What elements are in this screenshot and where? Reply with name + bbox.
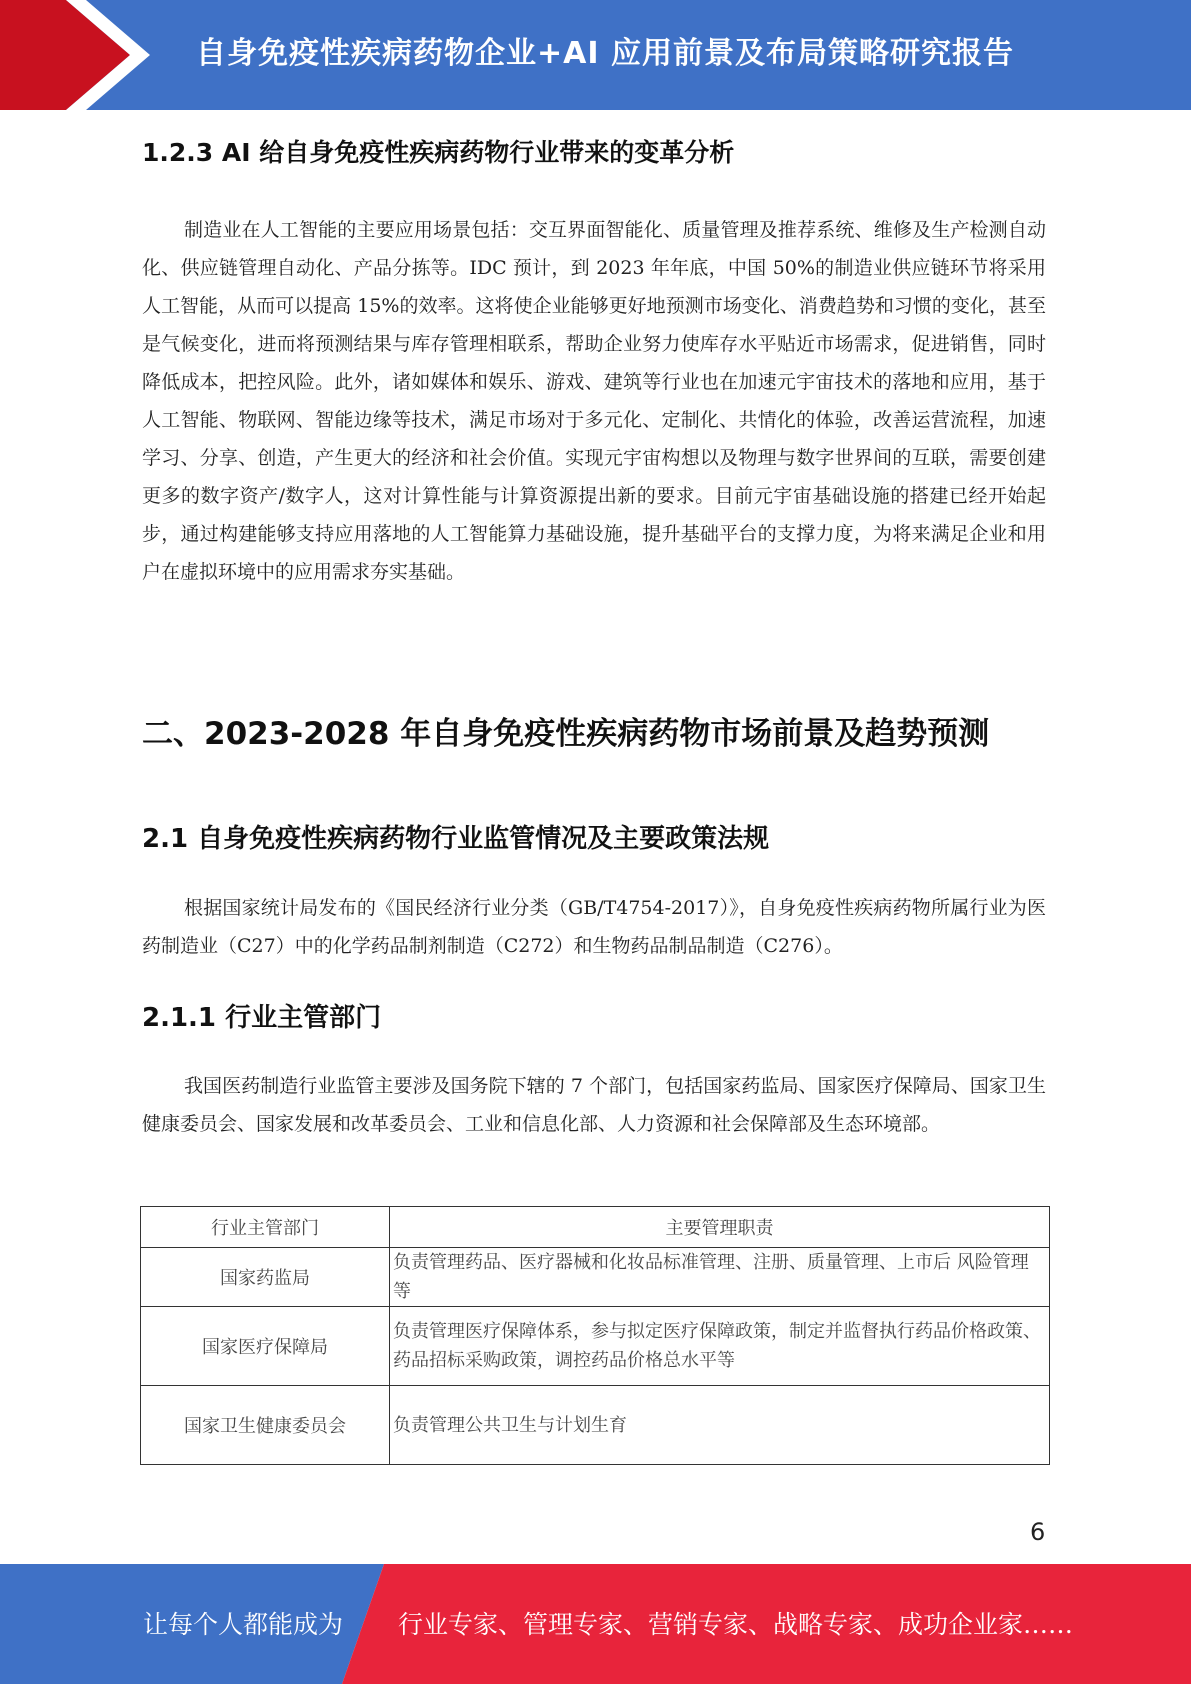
header-arrow-icon (0, 0, 150, 110)
section-heading-2-1: 2.1 自身免疫性疾病药物行业监管情况及主要政策法规 (142, 824, 770, 854)
chapter-2-heading: 二、2023-2028 年自身免疫性疾病药物市场前景及趋势预测 (142, 716, 990, 752)
table-cell-duty: 负责管理药品、医疗器械和化妆品标准管理、注册、质量管理、上市后 风险管理等 (390, 1248, 1050, 1307)
section-1-2-3-paragraph: 制造业在人工智能的主要应用场景包括：交互界面智能化、质量管理及推荐系统、维修及生产检测自动化、供应链管理自动化、产品分拣等。IDC 预计，到 2023 年年底，中国 50%的制造业供应链环节将采用人工智能，从而可以提高 15%的效率。这将使企业能够更好地预测市场变化、消费趋势和习惯的变化，甚至是气候变化，进而将预测结果与库存管理相联系，帮助企业努力使库存水平贴近市场需求，促进销售，同时降低成本，把控风险。此外，诸如媒体和娱乐、游戏、建筑等行业也在加速元宇宙技术的落地和应用，基于人工智能、物联网、智能边缘等技术，满足市场对于多元化、定制化、共情化的体验，改善运营流程，加速学习、分享、创造，产生更大的经济和社会价值。实现元宇宙构想以及物理与数字世界间的互联，需要创建更多的数字资产/数字人，这对计算性能与计算资源提出新的要求。目前元宇宙基础设施的搭建已经开始起步，通过构建能够支持应用落地的人工智能算力基础设施，提升基础平台的支撑力度，为将来满足企业和用户在虚拟环境中的应用需求夯实基础。 (142, 219, 1046, 583)
table-header-duty: 主要管理职责 (390, 1207, 1050, 1248)
department-duty-table (140, 1206, 1050, 1465)
page-footer (0, 1564, 1191, 1684)
table-cell-duty: 负责管理医疗保障体系，参与拟定医疗保障政策，制定并监督执行药品价格政策、药品招标采购政策，调控药品价格总水平等 (390, 1307, 1050, 1386)
table-cell-department: 国家卫生健康委员会 (141, 1386, 390, 1465)
footer-slogan-right: 行业专家、管理专家、营销专家、战略专家、成功企业家…… (398, 1610, 1074, 1639)
table-cell-duty: 负责管理公共卫生与计划生育 (390, 1386, 1050, 1465)
table-row (141, 1386, 1050, 1465)
section-heading-2-1-1: 2.1.1 行业主管部门 (142, 1003, 382, 1033)
table-cell-department: 国家医疗保障局 (141, 1307, 390, 1386)
table-header-department: 行业主管部门 (141, 1207, 390, 1248)
section-2-1-1-paragraph: 我国医药制造行业监管主要涉及国务院下辖的 7 个部门，包括国家药监局、国家医疗保障局、国家卫生健康委员会、国家发展和改革委员会、工业和信息化部、人力资源和社会保障部及生态环境部。 (142, 1075, 1046, 1135)
table-row (141, 1307, 1050, 1386)
page-header (0, 0, 1191, 110)
footer-slogan-left: 让每个人都能成为 (143, 1610, 344, 1639)
table-cell-department: 国家药监局 (141, 1248, 390, 1307)
section-2-1-paragraph: 根据国家统计局发布的《国民经济行业分类（GB/T4754-2017）》，自身免疫性疾病药物所属行业为医药制造业（C27）中的化学药品制剂制造（C272）和生物药品制品制造（C276）。 (142, 897, 1046, 957)
table-header-row (141, 1207, 1050, 1248)
section-heading-1-2-3: 1.2.3 AI 给自身免疫性疾病药物行业带来的变革分析 (142, 138, 735, 167)
table-row (141, 1248, 1050, 1307)
report-title: 自身免疫性疾病药物企业+AI 应用前景及布局策略研究报告 (196, 36, 1014, 71)
page-number: 6 (1030, 1518, 1046, 1546)
